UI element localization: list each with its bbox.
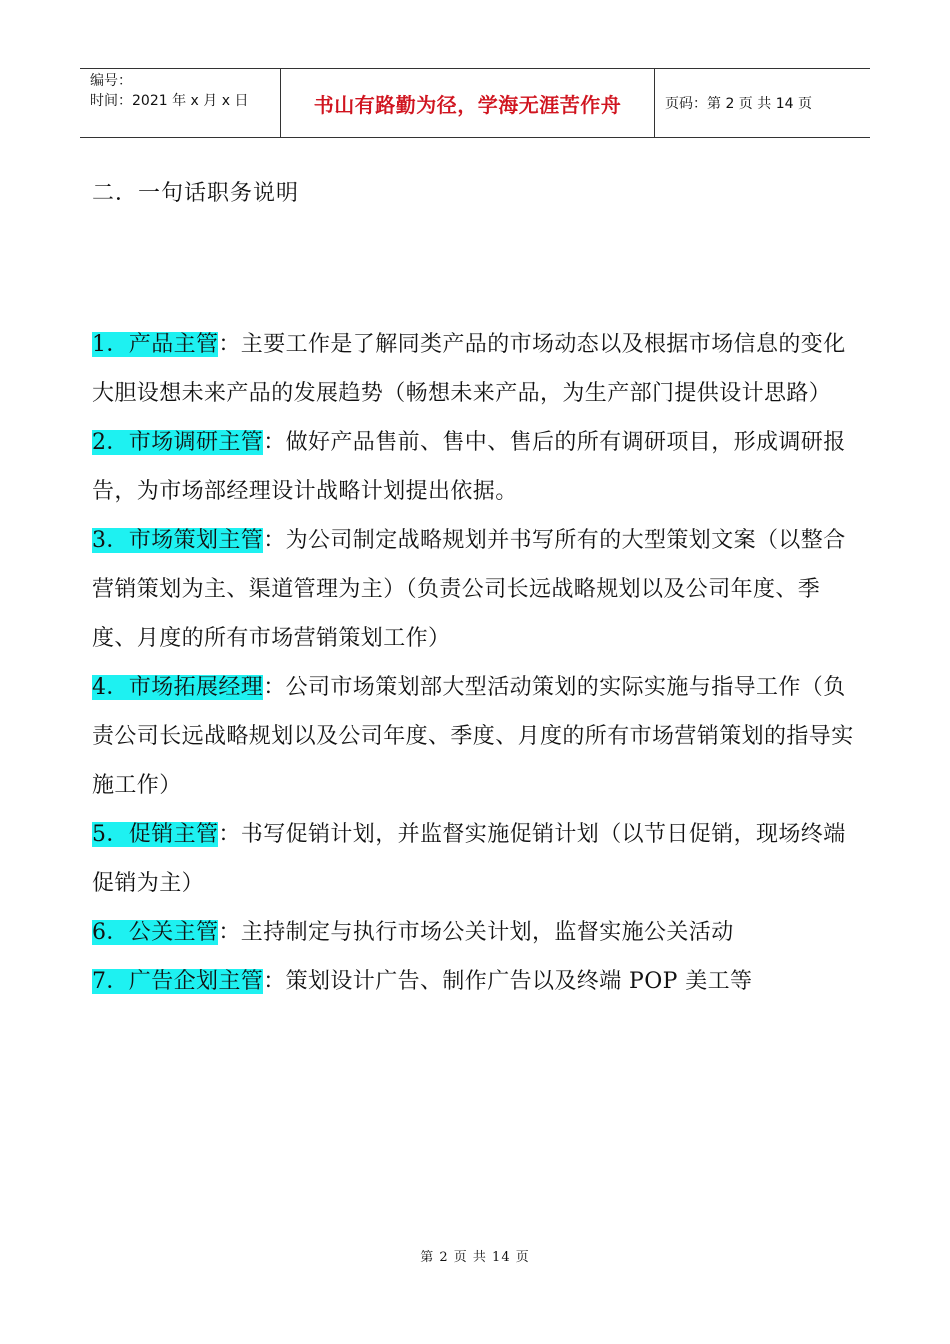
header-motto-cell bbox=[281, 69, 655, 137]
number-label: 编号： bbox=[90, 73, 132, 89]
page-footer: 第 2 页 共 14 页 bbox=[420, 1250, 530, 1265]
role-description: ：主持制定与执行市场公关计划，监督实施公关活动 bbox=[218, 920, 734, 945]
list-item bbox=[92, 663, 860, 810]
role-description: ：公司市场策划部大型活动策划的实际实施与指导工作（负责公司长远战略规划以及公司年度、季度、月度的所有市场营销策划的指导实施工作） bbox=[92, 675, 854, 798]
list-item bbox=[92, 908, 860, 957]
role-description: ：主要工作是了解同类产品的市场动态以及根据市场信息的变化大胆设想未来产品的发展趋势（畅想未来产品，为生产部门提供设计思路） bbox=[92, 332, 846, 406]
header-table bbox=[80, 68, 870, 138]
page-info: 页码：第 2 页 共 14 页 bbox=[665, 96, 812, 112]
list-item bbox=[92, 320, 860, 418]
list-item bbox=[92, 957, 860, 1006]
date-label: 时间：2021 年 x 月 x 日 bbox=[90, 93, 249, 109]
role-description: ：做好产品售前、售中、售后的所有调研项目，形成调研报告，为市场部经理设计战略计划提出依据。 bbox=[92, 430, 846, 504]
list-item bbox=[92, 516, 860, 663]
header-info-cell bbox=[80, 69, 281, 137]
role-description: ：策划设计广告、制作广告以及终端 POP 美工等 bbox=[263, 969, 753, 994]
role-title: 1．产品主管 bbox=[92, 332, 219, 357]
job-description-list bbox=[92, 320, 860, 1006]
role-description: ：为公司制定战略规划并书写所有的大型策划文案（以整合营销策划为主、渠道管理为主）（负责公司长远战略规划以及公司年度、季度、月度的所有市场营销策划工作） bbox=[92, 528, 846, 651]
role-title: 6．公关主管 bbox=[92, 920, 219, 945]
section-title: 二．一句话职务说明 bbox=[92, 181, 300, 206]
role-title: 3．市场策划主管 bbox=[92, 528, 264, 553]
role-title: 7．广告企划主管 bbox=[92, 969, 264, 994]
role-description: ：书写促销计划，并监督实施促销计划（以节日促销，现场终端促销为主） bbox=[92, 822, 846, 896]
list-item bbox=[92, 810, 860, 908]
list-item bbox=[92, 418, 860, 516]
role-title: 5．促销主管 bbox=[92, 822, 219, 847]
motto: 书山有路勤为径，学海无涯苦作舟 bbox=[313, 92, 622, 117]
role-title: 4．市场拓展经理 bbox=[92, 675, 264, 700]
header-page-cell bbox=[655, 69, 870, 137]
role-title: 2．市场调研主管 bbox=[92, 430, 264, 455]
